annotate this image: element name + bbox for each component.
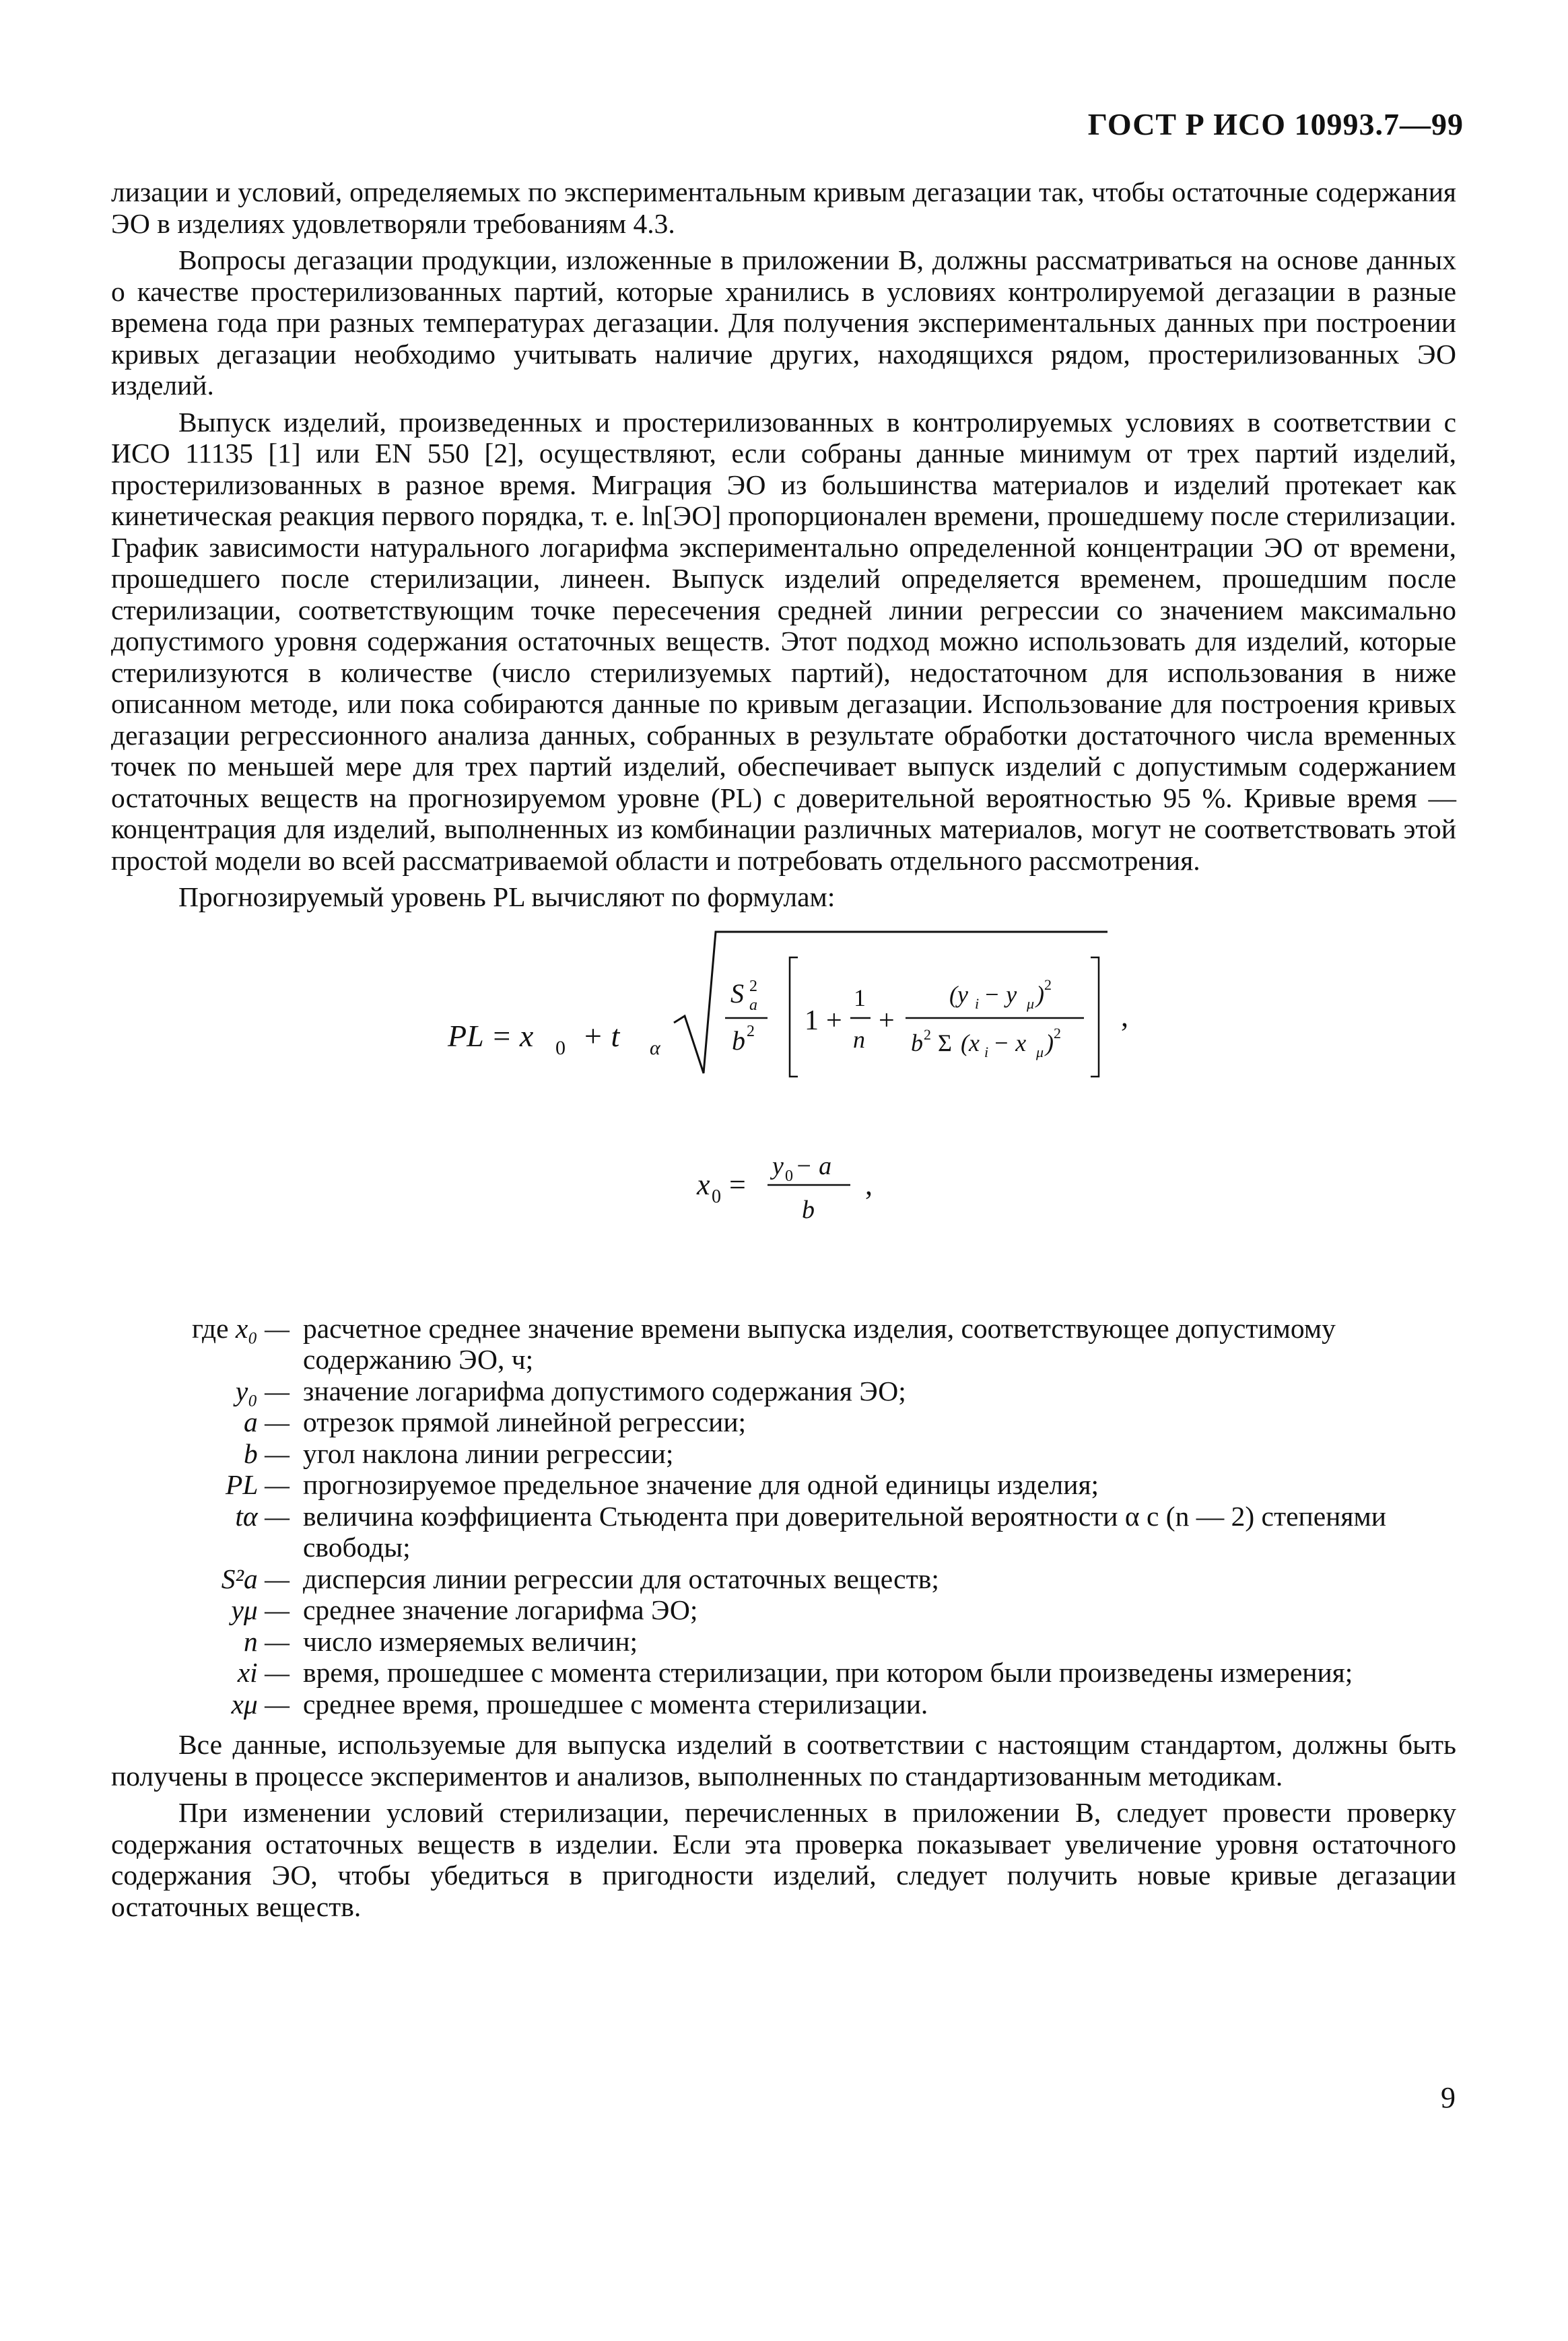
document-body: [111, 176, 1456, 1928]
svg-text:− x: − x: [993, 1029, 1027, 1056]
definition-symbol: a —: [243, 1406, 289, 1437]
definition-symbol: xi —: [237, 1657, 289, 1688]
formula-comma-1: ,: [1121, 999, 1128, 1033]
svg-text:0: 0: [785, 1167, 793, 1185]
formula-s: S: [730, 978, 744, 1009]
definition-text: среднее время, прошедшее с момента стерилизации.: [303, 1688, 928, 1720]
formula-s-sub: a: [749, 996, 757, 1014]
definition-row: [111, 1657, 1456, 1689]
svg-text:Σ: Σ: [938, 1029, 952, 1056]
bracket-left: [790, 957, 798, 1077]
formula-block: [111, 918, 1456, 1295]
bracket-right: [1091, 957, 1099, 1077]
definition-row: [111, 1626, 1456, 1658]
svg-text:2: 2: [924, 1025, 931, 1043]
definition-row: [111, 1438, 1456, 1470]
svg-text:− y: − y: [984, 980, 1017, 1008]
formula-plus-t: + t: [582, 1018, 620, 1053]
formula2-eq: =: [729, 1167, 746, 1201]
formula-one: 1: [805, 1005, 819, 1036]
definition-symbol: S²a —: [221, 1563, 289, 1594]
paragraph-6: При изменении условий стерилизации, перечисленных в приложении В, следует провести проверку содержания остаточных веществ в изделии. Если эта проверка показывает увеличение уровня остаточного содержания ЭО, чтобы убедиться в пригодности изделий, следует получить новые кривые дегазации остаточных веществ.: [111, 1797, 1456, 1922]
where-label: где: [192, 1312, 229, 1344]
formula-b: b: [732, 1025, 745, 1056]
formula-s-sup: 2: [749, 977, 757, 995]
definition-symbol: b —: [243, 1437, 289, 1469]
paragraph-3: Выпуск изделий, произведенных и простерилизованных в контролируемых условиях в соответствии с ИСО 11135 [1] или EN 550 [2], осуществляют, если собраны данные минимум от трех партий изделий, простерилизованных в разное время. Миграция ЭО из большинства материалов и изделий протекает как кинетическая реакция первого порядка, т. е. ln[ЭО] пропорционален времени, прошедшему после стерилизации. График зависимости натурального логарифма экспериментально определенной концентрации ЭО от времени, прошедшего после стерилизации, линеен. Выпуск изделий определяется временем, прошедшим после стерилизации, соответствующим точке пересечения средней линии регрессии со значением максимально допустимого уровня содержания остаточных веществ. Этот подход можно использовать для изделий, которые стерилизуются в количестве (число стерилизуемых партий), недостаточном для использования в ниже описанном методе, или пока собираются данные по кривым дегазации. Использование для построения кривых дегазации регрессионного анализа данных, собранных в результате обработки достаточного числа временных точек по меньшей мере для трех партий изделий, обеспечивает выпуск изделий с допустимым содержанием остаточных веществ на прогнозируемом уровне (PL) с доверительной вероятностью 95 %. Кривые время — концентрация для изделий, выполненных из комбинации различных материалов, могут не соответствовать этой простой модели во всей рассматриваемой области и потребовать отдельного рассмотрения.: [111, 406, 1456, 876]
definition-text: прогнозируемое предельное значение для одной единицы изделия;: [303, 1469, 1099, 1500]
formula-numerator: (y: [949, 980, 968, 1008]
definition-text: угол наклона линии регрессии;: [303, 1437, 674, 1469]
formula-num-1: 1: [854, 984, 866, 1011]
svg-text:i: i: [975, 994, 980, 1012]
formula2-numerator: y: [772, 1151, 784, 1180]
paragraph-1: лизации и условий, определяемых по экспериментальным кривым дегазации так, чтобы остаточные содержания ЭО в изделиях удовлетворяли требованиям 4.3.: [111, 176, 1456, 239]
definition-row: [111, 1689, 1456, 1720]
formula-b-sup: 2: [747, 1022, 755, 1040]
definition-text: отрезок прямой линейной регрессии;: [303, 1406, 747, 1437]
formula-n: n: [853, 1025, 865, 1053]
definition-symbol: y₀ —: [235, 1375, 289, 1406]
definition-row: [111, 1501, 1456, 1563]
definition-row: [111, 1406, 1456, 1438]
definition-symbol: yμ —: [231, 1594, 289, 1625]
svg-text:): ): [1046, 1029, 1054, 1056]
svg-text:μ: μ: [1036, 1043, 1044, 1060]
formula-lhs: PL = x: [448, 1018, 534, 1053]
page-number: 9: [1441, 2081, 1456, 2114]
formula-denominator: b: [911, 1029, 923, 1056]
definition-text: значение логарифма допустимого содержания ЭО;: [303, 1375, 906, 1406]
paragraph-2: Вопросы дегазации продукции, изложенные в приложении В, должны рассматриваться на основе данных о качестве простерилизованных партий, которые хранились в условиях контролируемой дегазации в разные времена года при разных температурах дегазации. Для получения экспериментальных данных при построении кривых дегазации необходимо учитывать наличие других, находящихся рядом, простерилизованных ЭО изделий.: [111, 244, 1456, 401]
document-code: ГОСТ Р ИСО 10993.7—99: [1087, 107, 1464, 141]
formula-plus-1: +: [826, 1005, 842, 1036]
definition-row: [111, 1469, 1456, 1501]
paragraph-5: Все данные, используемые для выпуска изделий в соответствии с настоящим стандартом, должны быть получены в процессе экспериментов и анализов, выполненных по стандартизованным методикам.: [111, 1729, 1456, 1792]
definition-row: [111, 1313, 1456, 1376]
definition-symbol: где x₀ —: [192, 1312, 289, 1344]
definition-text: величина коэффициента Стьюдента при доверительной вероятности α с (n — 2) степенями свободы;: [303, 1500, 1386, 1563]
definition-text: расчетное среднее значение времени выпуска изделия, соответствующее допустимому содержанию ЭО, ч;: [303, 1312, 1336, 1375]
svg-text:2: 2: [1044, 976, 1052, 993]
svg-text:2: 2: [1054, 1024, 1061, 1042]
formula-x-subscript: 0: [555, 1036, 566, 1059]
definition-row: [111, 1376, 1456, 1407]
svg-text:− a: − a: [795, 1151, 832, 1180]
definition-text: время, прошедшее с момента стерилизации, при котором были произведены измерения;: [303, 1657, 1353, 1688]
formula-graphic: [111, 918, 1456, 1295]
formula-t-subscript: α: [650, 1036, 660, 1059]
definition-text: дисперсия линии регрессии для остаточных веществ;: [303, 1563, 939, 1594]
definition-row: [111, 1563, 1456, 1595]
definition-symbol: PL —: [226, 1469, 289, 1500]
formula-plus-2: +: [879, 1005, 895, 1036]
svg-text:μ: μ: [1027, 994, 1035, 1012]
formula2-x: x: [697, 1167, 710, 1201]
formula2-x-sub: 0: [712, 1186, 721, 1207]
definition-row: [111, 1594, 1456, 1626]
definition-symbol: n —: [243, 1625, 289, 1657]
formula2-b: b: [802, 1195, 815, 1224]
definition-symbol: tα —: [235, 1500, 289, 1532]
svg-text:(x: (x: [961, 1029, 980, 1056]
definition-text: число измеряемых величин;: [303, 1625, 638, 1657]
symbol-definitions: [111, 1313, 1456, 1720]
definition-symbol: xμ —: [231, 1688, 289, 1720]
definition-text: среднее значение логарифма ЭО;: [303, 1594, 698, 1625]
svg-text:i: i: [984, 1043, 989, 1060]
svg-text:): ): [1036, 980, 1044, 1008]
formula-comma-2: ,: [865, 1167, 873, 1201]
paragraph-4: Прогнозируемый уровень PL вычисляют по формулам:: [178, 881, 836, 912]
